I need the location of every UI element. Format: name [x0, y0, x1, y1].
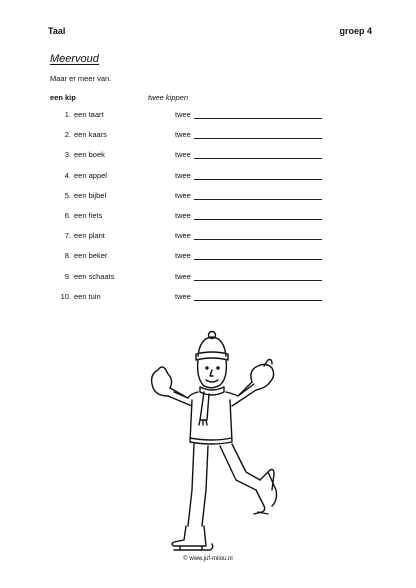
answer-prefix: twee [175, 231, 191, 241]
answer-prefix: twee [175, 291, 191, 301]
item-word: een taart [74, 110, 104, 119]
item-number: 3. [64, 150, 71, 160]
answer-prefix: twee [175, 210, 191, 220]
exercise-item [50, 251, 350, 271]
answer-prefix: twee [175, 150, 191, 160]
item-word: een bijbel [74, 190, 107, 200]
exercise-item [50, 150, 350, 170]
item-word: een tuin [74, 291, 101, 301]
item-number: 6. [64, 210, 71, 220]
item-number: 5. [64, 190, 71, 200]
item-word: een beker [74, 251, 108, 261]
item-word: een boek [74, 150, 105, 160]
worksheet-title: Meervoud [50, 53, 99, 65]
item-number: 2. [64, 130, 71, 140]
exercise-item [50, 231, 350, 251]
example-row [50, 93, 350, 103]
item-number: 1. [64, 110, 71, 119]
answer-prefix: twee [175, 190, 191, 200]
exercise-item [50, 211, 350, 231]
page-header [48, 26, 372, 36]
answer-prefix: twee [175, 271, 191, 281]
exercise-list [50, 110, 350, 312]
answer-prefix: twee [175, 251, 191, 261]
answer-line[interactable] [194, 280, 322, 281]
item-word: een kaars [74, 130, 107, 140]
item-number: 4. [64, 170, 71, 180]
answer-line[interactable] [194, 300, 322, 301]
answer-line[interactable] [194, 199, 322, 200]
answer-prefix: twee [175, 110, 191, 119]
ice-skater-illustration [140, 330, 280, 556]
item-word: een appel [74, 170, 107, 180]
instruction-text: Maar er meer van. [50, 74, 112, 83]
exercise-item [50, 191, 350, 211]
footer-credit: © www.juf-milou.nl [183, 556, 233, 562]
answer-line[interactable] [194, 118, 322, 119]
answer-line[interactable] [194, 239, 322, 240]
exercise-item [50, 110, 350, 130]
subject-label: Taal [48, 26, 66, 36]
example-word: een kip [50, 93, 76, 102]
item-number: 8. [64, 251, 71, 261]
example-answer: twee kippen [148, 93, 189, 102]
answer-line[interactable] [194, 179, 322, 180]
item-word: een plant [74, 231, 105, 241]
answer-prefix: twee [175, 170, 191, 180]
answer-line[interactable] [194, 158, 322, 159]
item-number: 9. [64, 271, 71, 281]
answer-prefix: twee [175, 130, 191, 140]
answer-line[interactable] [194, 219, 322, 220]
exercise-item [50, 292, 350, 312]
item-number: 10. [60, 291, 71, 301]
item-word: een schaats [74, 271, 115, 281]
exercise-item [50, 171, 350, 191]
grade-label: groep 4 [339, 26, 372, 36]
item-word: een fiets [74, 210, 103, 220]
exercise-item [50, 272, 350, 292]
answer-line[interactable] [194, 138, 322, 139]
answer-line[interactable] [194, 259, 322, 260]
item-number: 7. [64, 231, 71, 241]
exercise-item [50, 130, 350, 150]
